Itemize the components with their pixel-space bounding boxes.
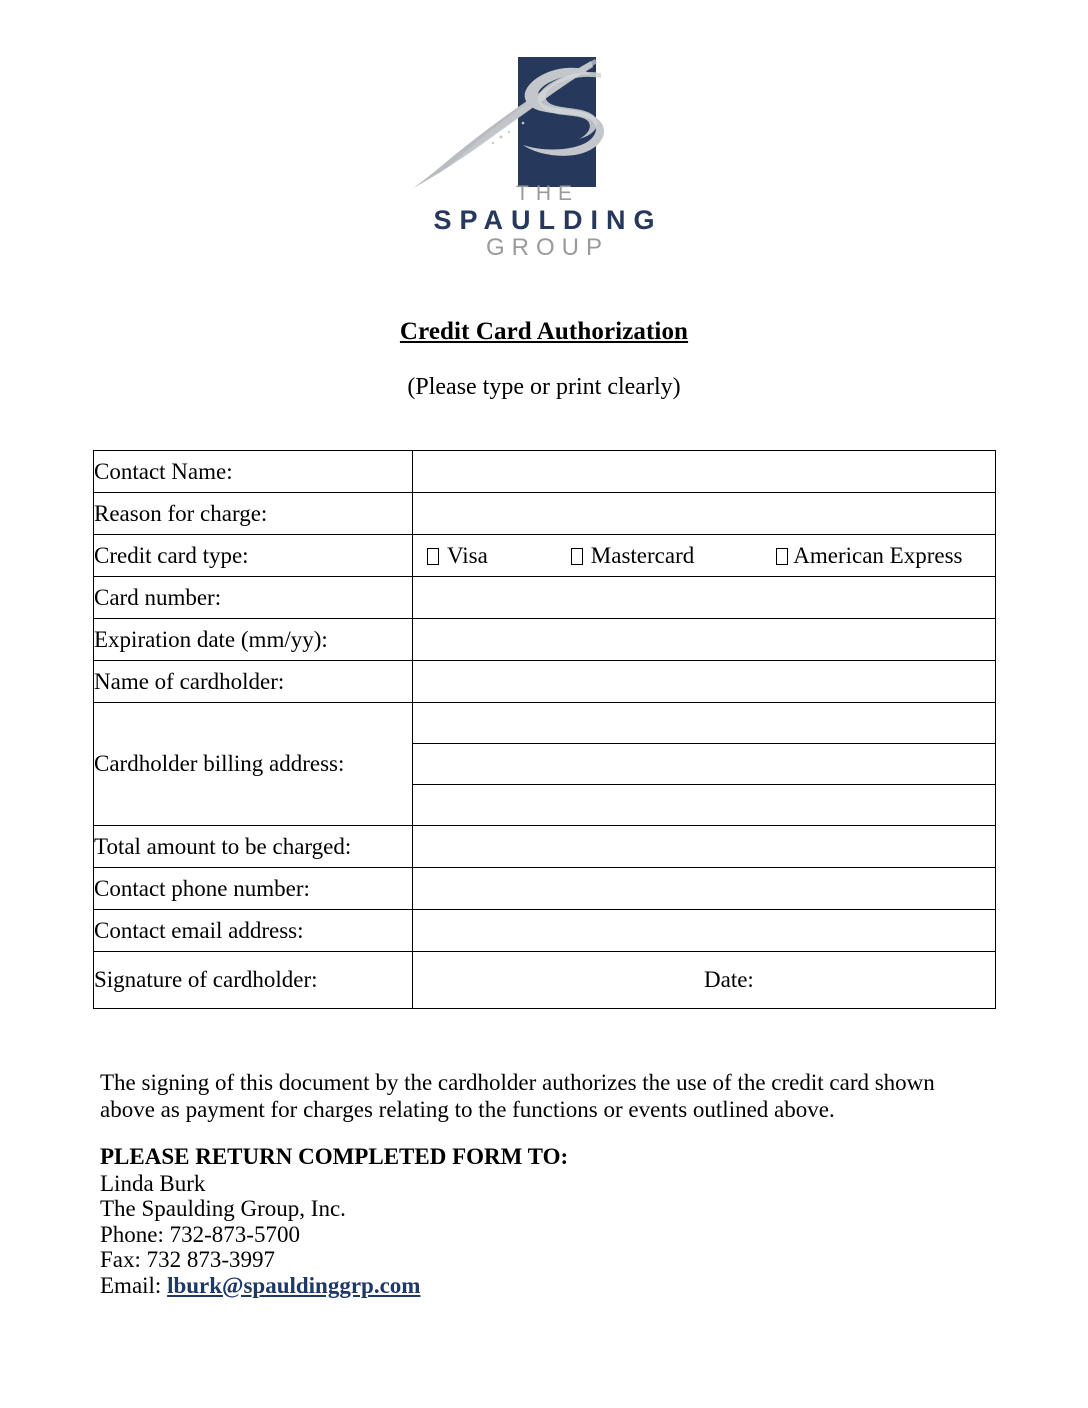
table-row: [94, 661, 996, 703]
checkbox-label-visa: Visa: [447, 542, 488, 568]
field-label-signature-of-cardholder: Signature of cardholder:: [94, 952, 413, 1009]
field-label-credit-card-type: Credit card type:: [94, 535, 413, 577]
checkbox-option-mastercard[interactable]: [571, 543, 694, 569]
table-row: [94, 577, 996, 619]
checkbox-option-visa[interactable]: [427, 543, 488, 569]
checkbox-label-american-express: American Express: [793, 542, 963, 568]
field-label-card-number: Card number:: [94, 577, 413, 619]
field-input-contact-name[interactable]: [413, 451, 996, 493]
return-email-label: Email:: [100, 1272, 168, 1298]
table-row: [94, 493, 996, 535]
authorization-statement: The signing of this document by the cardholder authorizes the use of the credit card shown above as payment for charges relating to the functions or events outlined above.: [100, 1070, 935, 1122]
table-row: [94, 952, 996, 1009]
field-input-contact-email-address[interactable]: [413, 910, 996, 952]
table-row: [94, 868, 996, 910]
logo-text-group: GROUP: [485, 234, 609, 261]
checkbox-icon[interactable]: [776, 548, 788, 565]
company-logo: [0, 55, 1088, 270]
table-row: [94, 826, 996, 868]
return-email-line: [100, 1273, 700, 1299]
field-input-name-of-cardholder[interactable]: [413, 661, 996, 703]
checkbox-icon[interactable]: [571, 548, 583, 565]
return-company-name: The Spaulding Group, Inc.: [100, 1196, 346, 1221]
logo-text-spaulding: SPAULDING: [433, 205, 663, 235]
checkbox-icon[interactable]: [427, 548, 439, 565]
page-subtitle: (Please type or print clearly): [407, 374, 681, 400]
field-input-total-amount[interactable]: [413, 826, 996, 868]
field-input-card-number[interactable]: [413, 577, 996, 619]
table-row: [94, 703, 996, 744]
return-contact-name: Linda Burk: [100, 1170, 206, 1196]
checkbox-label-mastercard: Mastercard: [590, 542, 695, 568]
field-input-signature-and-date[interactable]: [413, 952, 996, 1009]
table-row: [94, 619, 996, 661]
field-label-contact-email-address: Contact email address:: [94, 910, 413, 952]
field-input-billing-address-line-3[interactable]: [413, 785, 996, 826]
checkbox-option-american-express[interactable]: [776, 543, 962, 569]
field-label-cardholder-billing-address: Cardholder billing address:: [94, 703, 413, 826]
page-title: Credit Card Authorization: [399, 318, 689, 345]
field-label-contact-phone-number: Contact phone number:: [94, 868, 413, 910]
field-input-expiration-date[interactable]: [413, 619, 996, 661]
field-input-contact-phone-number[interactable]: [413, 868, 996, 910]
table-row: [94, 535, 996, 577]
field-label-name-of-cardholder: Name of cardholder:: [94, 661, 413, 703]
table-row: [94, 910, 996, 952]
field-input-billing-address-line-2[interactable]: [413, 744, 996, 785]
credit-card-authorization-form: [93, 450, 996, 1009]
return-phone: Phone: 732-873-5700: [100, 1221, 300, 1247]
table-row: [94, 451, 996, 493]
logo-wordmark: [0, 183, 1088, 260]
field-input-reason-for-charge[interactable]: [413, 493, 996, 535]
field-label-total-amount: Total amount to be charged:: [94, 826, 413, 868]
field-label-contact-name: Contact Name:: [94, 451, 413, 493]
return-email-link[interactable]: lburk@spauldinggrp.com: [167, 1272, 421, 1298]
field-label-expiration-date: Expiration date (mm/yy):: [94, 619, 413, 661]
return-heading: PLEASE RETURN COMPLETED FORM TO:: [100, 1144, 569, 1169]
field-credit-card-type-options: [413, 535, 996, 577]
return-instructions: [100, 1144, 700, 1298]
logo-text-the: THE: [516, 182, 579, 205]
return-fax: Fax: 732 873-3997: [100, 1247, 276, 1272]
field-input-billing-address-line-1[interactable]: [413, 703, 996, 744]
field-label-date: Date:: [704, 967, 754, 992]
field-label-reason-for-charge: Reason for charge:: [94, 493, 413, 535]
